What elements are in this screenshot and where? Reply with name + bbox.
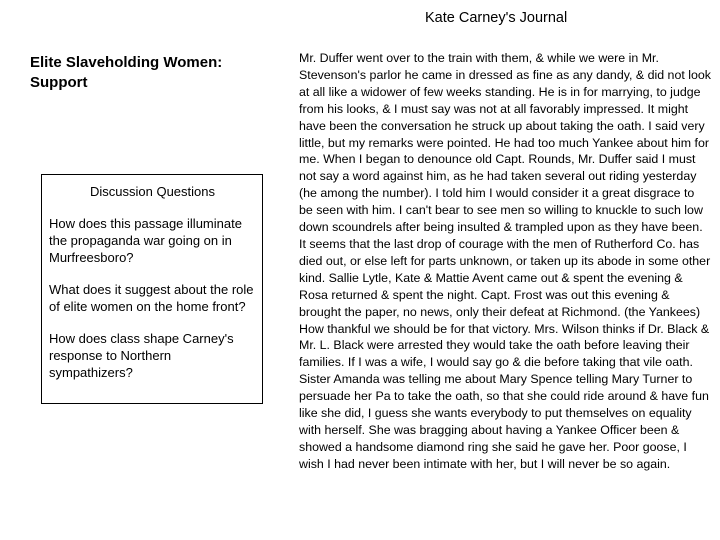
slide-title: Kate Carney's Journal	[425, 10, 568, 26]
discussion-question: What does it suggest about the role of elite women on the home front?	[49, 282, 254, 314]
journal-passage: Mr. Duffer went over to the train with them, & while we were in Mr. Stevenson's parlor he came in dressed as fine as any dandy, & did not look at all like a widower of few weeks standing. He is in for marrying, to judge from his looks, & I must say was not at all favorably impressed. It might have been the conversation he struck up about taking the oath. I said very little, but my remarks were pointed. He had too much Yankee about him for me. When I began to denounce old Capt. Rounds, Mr. Duffer said I must not say a word against him, as he had taken several out riding yesterday (he among the number). I told him I would consider it a great disgrace to be seen with him. I can't bear to see men so willing to knuckle to such low down scoundrels after being insulted & trampled upon as they have been. It seems that the last drop of courage with the men of Rutherford Co. has died out, or else left for parts unknown, or taken up its abode in some other kind. Sallie Lytle, Kate & Mattie Avent came out & spent the evening & Rosa returned & spent the night. Capt. Frost was out this evening & brought the paper, no news, only their defeat at Richmond. (the Yankees) How thankful we should be for that victory. Mrs. Wilson thinks if Dr. Black & Mr. L. Black were arrested they would take the oath before leaving their families. If I was a wife, I would say go & die before taking that vile oath. Sister Amanda was telling me about Mary Spence telling Mary Turner to persuade her Pa to take the oath, so that she could ride around & have fun like she did, I guess she wants everybody to put themselves on equality with herself. She was bragging about having a Yankee Officer been & showed a handsome diamond ring she said he gave her. Poor goose, I wish I had never been intimate with her, but I will never be so again.	[299, 51, 711, 471]
discussion-questions-title: Discussion Questions	[90, 184, 215, 199]
discussion-question: How does this passage illuminate the propaganda war going on in Murfreesboro?	[49, 216, 242, 265]
discussion-questions-box	[41, 174, 263, 404]
discussion-question: How does class shape Carney's response to Northern sympathizers?	[49, 331, 234, 380]
section-heading: Elite Slaveholding Women: Support	[30, 54, 223, 91]
